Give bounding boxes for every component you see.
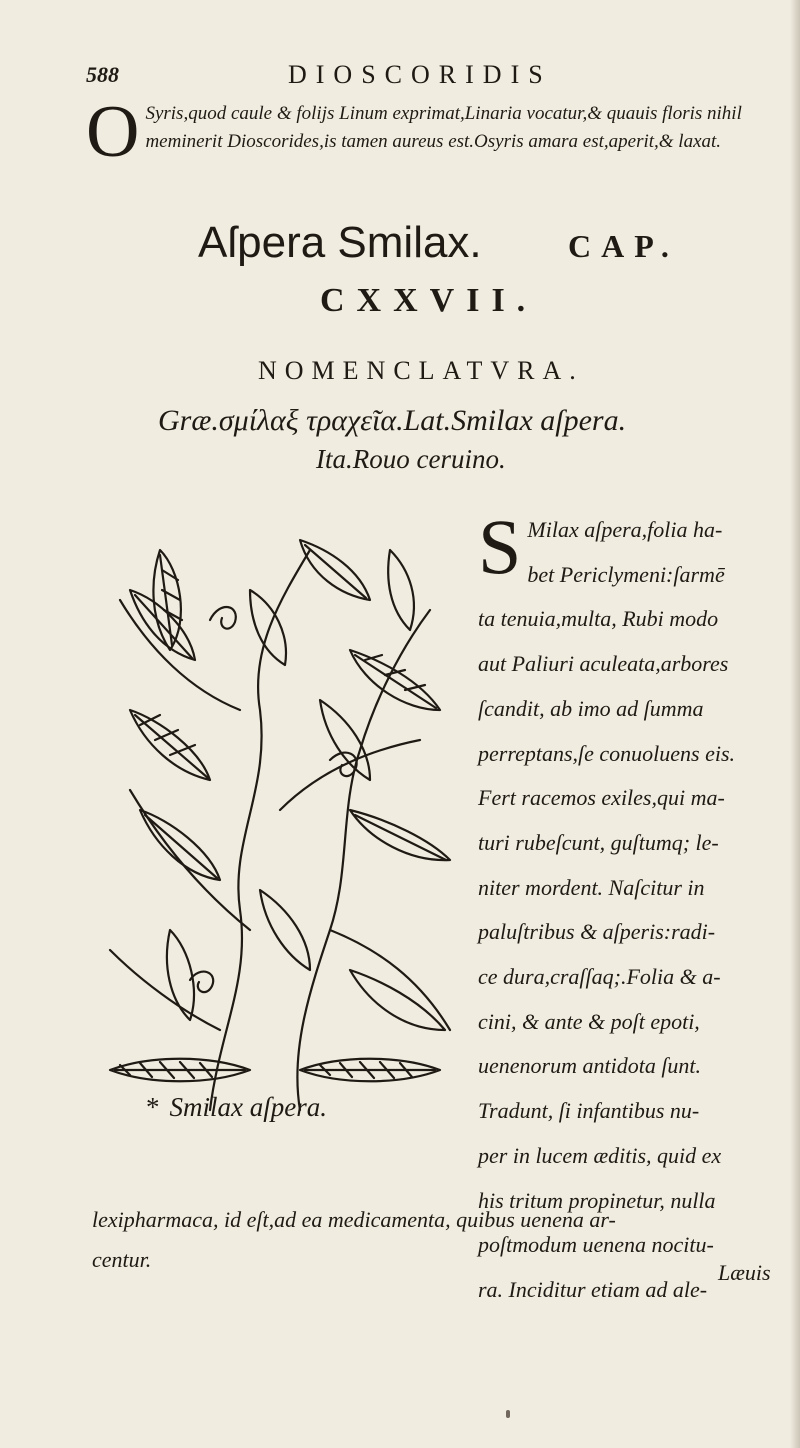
chapter-number: CXXVII. [320, 282, 538, 319]
intro-paragraph [86, 91, 786, 173]
intro-initial: O [86, 91, 140, 173]
body-column [478, 503, 790, 1313]
body-line: per in lucem æditis, quid ex [478, 1142, 722, 1168]
body-line: ce dura,craſſaq;.Folia & a- [478, 964, 721, 990]
body-line: poſtmodum uenena nocitu- [478, 1232, 714, 1258]
caption-asterisk: * [146, 1092, 160, 1122]
chapter-cap-label: CAP. [568, 228, 679, 264]
ink-speck [506, 1410, 510, 1418]
body-line: Fert racemos exiles,qui ma- [478, 785, 725, 811]
body-line: his tritum propinetur, nulla [478, 1187, 716, 1213]
body-line: aut Paliuri aculeata,arbores [478, 651, 729, 677]
smilax-woodcut-illustration [100, 510, 458, 1130]
body-line: cini, & ante & poſt epoti, [478, 1008, 700, 1034]
body-line: paluſtribus & aſperis:radi- [478, 919, 716, 945]
page-number: 588 [86, 62, 119, 87]
body-line: ra. Inciditur etiam ad ale- [478, 1276, 708, 1302]
chapter-heading: Aſpera Smilax. [198, 218, 482, 267]
italian-name: Ita.Rouo ceruino. [316, 444, 506, 474]
body-line: perreptans,ſe conuoluens eis. [478, 740, 736, 766]
body-line: uenenorum antidota ſunt. [478, 1053, 702, 1079]
body-full-width-lines [92, 1200, 792, 1280]
body-line: niter mordent. Naſcitur in [478, 874, 705, 900]
body-line: ſcandit, ab imo ad ſumma [478, 695, 704, 721]
body-line: bet Periclymeni:ſarmē [527, 561, 725, 587]
caption-text: Smilax aſpera. [169, 1092, 327, 1122]
body-initial: S [478, 503, 522, 590]
nomenclatura-heading: NOMENCLATVRA. [258, 356, 584, 385]
intro-text: Syris,quod caule & folijs Linum exprimat,Linaria vocatur,& quauis floris nihil meminerit Dioscorides,is tamen aureus est.Osyris amara est,aperit,& laxat. [145, 103, 742, 152]
greek-latin-names: Græ.σμίλαξ τραχεῖα.Lat.Smilax aſpera. [158, 404, 627, 437]
body-line: turi rubeſcunt, guſtumq; le- [478, 829, 719, 855]
body-line: Tradunt, ſi infantibus nu- [478, 1098, 700, 1124]
catchword: Læuis [718, 1260, 771, 1285]
body-line: lexipharmaca, id eſt,ad ea medicamenta, quibus uenena ar- [92, 1207, 616, 1232]
body-line: Milax aſpera,folia ha- [527, 517, 723, 542]
illustration-caption [146, 1092, 327, 1123]
body-line: centur. [92, 1247, 152, 1272]
running-title: DIOSCORIDIS [288, 60, 552, 89]
body-line: ta tenuia,multa, Rubi modo [478, 606, 719, 632]
